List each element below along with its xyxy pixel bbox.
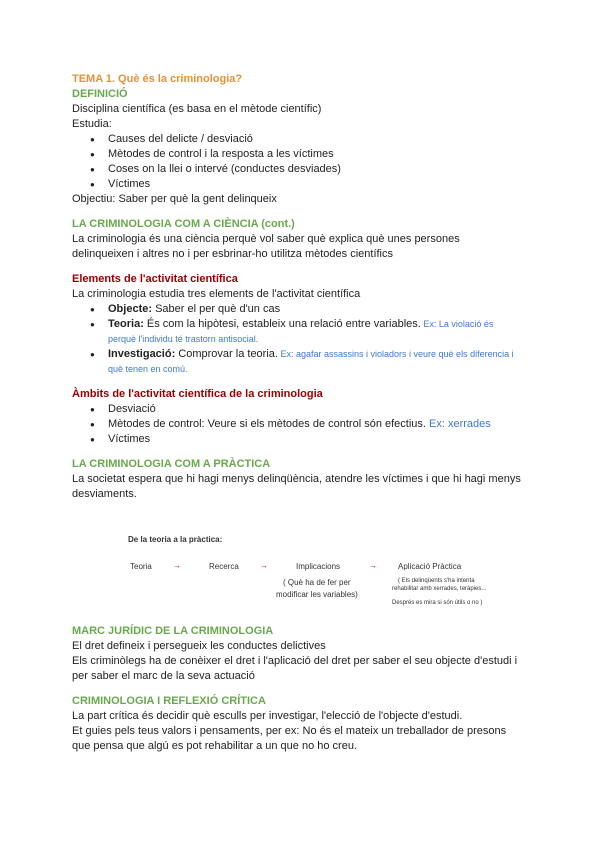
definicio-line: Disciplina científica (es basa en el mètode científic) (72, 103, 322, 115)
diagram-note: Després es mira si són útils o no ) (392, 600, 483, 606)
diagram-step: Aplicació Pràctica (398, 562, 462, 571)
item-term: Teoria: (108, 318, 144, 330)
item-example: Ex: La violació és (420, 319, 494, 329)
diagram-note: rehabilitar amb xerrades, teràpies... (392, 586, 487, 592)
ciencia-heading: LA CRIMINOLOGIA COM A CIÈNCIA (cont.) (72, 218, 295, 230)
marc-text: per saber el marc de la seva actuació (72, 670, 255, 682)
list-item (72, 317, 532, 347)
ambits-heading: Àmbits de l'activitat científica de la criminologia (72, 388, 323, 400)
item-text: Mètodes de control: Veure si els mètodes de control són efectius. (108, 418, 426, 430)
diagram-note: ( Què ha de fer per (283, 578, 351, 587)
critica-text: Et guies pels teus valors i pensaments, per ex: No és el mateix un treballador de presons (72, 725, 507, 737)
list-item: ● Víctimes (72, 177, 532, 192)
definicio-list (72, 132, 532, 192)
definicio-heading: DEFINICIÓ (72, 88, 128, 100)
list-item: ● Coses on la llei o intervé (conductes desviades) (72, 162, 532, 177)
list-item (72, 417, 532, 432)
item-text: Comprovar la teoria. (175, 348, 278, 360)
ambits-list (72, 402, 532, 447)
practica-heading: LA CRIMINOLOGIA COM A PRÀCTICA (72, 458, 271, 470)
ciencia-text: delinqueixen i altres no i per esbrinar-ho utilitza mètodes científics (72, 248, 393, 260)
elements-list (72, 302, 532, 377)
marc-heading: MARC JURÍDIC DE LA CRIMINOLOGIA (72, 625, 274, 637)
item-text: Saber el per què d'un cas (152, 303, 281, 315)
arrow-icon: → (260, 561, 268, 570)
diagram-step: Recerca (209, 562, 239, 571)
item-example: què tenen en comú. (108, 364, 188, 374)
diagram-note: modificar les variables) (276, 590, 358, 599)
arrow-icon: → (369, 561, 377, 570)
practica-text: La societat espera que hi hagi menys delinqüència, atendre les víctimes i que hi hagi menys (72, 473, 521, 485)
diagram-step: Implicacions (296, 562, 341, 571)
item-example: Ex: agafar assassins i violadors i veure què els diferencia i (277, 349, 514, 359)
diagram-title: De la teoria a la pràctica: (128, 535, 223, 544)
elements-intro: La criminologia estudia tres elements de l'activitat científica (72, 288, 361, 300)
list-item: ● Causes del delicte / desviació (72, 132, 532, 147)
list-item: ● Víctimes (72, 432, 532, 447)
item-term: Investigació: (108, 348, 176, 360)
critica-text: que pensa que algú es pot rehabilitar a un que no ho creu. (72, 740, 357, 752)
diagram-note: ( Els delinqüents s'ha intenta (398, 578, 475, 584)
list-item (72, 347, 532, 377)
list-item (72, 302, 532, 317)
item-example: perquè l'individu té trastorn antisocial. (108, 334, 259, 344)
diagram-step: Teoria (130, 562, 152, 571)
item-term: Objecte: (108, 303, 153, 315)
page-title: TEMA 1. Què és la criminologia? (72, 73, 243, 85)
objectiu-line: Objectiu: Saber per què la gent delinqueix (72, 193, 277, 205)
document-page (72, 72, 532, 502)
arrow-icon: → (173, 561, 181, 570)
marc-text: Els criminòlegs ha de conèixer el dret i l'aplicació del dret per saber el seu objecte d'estudi i (72, 655, 518, 667)
item-example: Ex: xerrades (425, 418, 491, 430)
critica-text: La part crítica és decidir què esculls per investigar, l'elecció de l'objecte d'estudi. (72, 710, 463, 722)
ciencia-text: La criminologia és una ciència perquè vol saber què explica què unes persones (72, 233, 460, 245)
marc-text: El dret defineix i persegueix les conductes delictives (72, 640, 326, 652)
elements-heading: Elements de l'activitat científica (72, 273, 238, 285)
practica-text: desviaments. (72, 488, 137, 500)
document-lower (72, 624, 532, 754)
definicio-line: Estudia: (72, 118, 112, 130)
list-item: ● Desviació (72, 402, 532, 417)
critica-heading: CRIMINOLOGIA I REFLEXIÓ CRÍTICA (72, 695, 266, 707)
list-item: ● Mètodes de control i la resposta a les víctimes (72, 147, 532, 162)
item-text: És com la hipòtesi, estableix una relació entre variables. (143, 318, 421, 330)
